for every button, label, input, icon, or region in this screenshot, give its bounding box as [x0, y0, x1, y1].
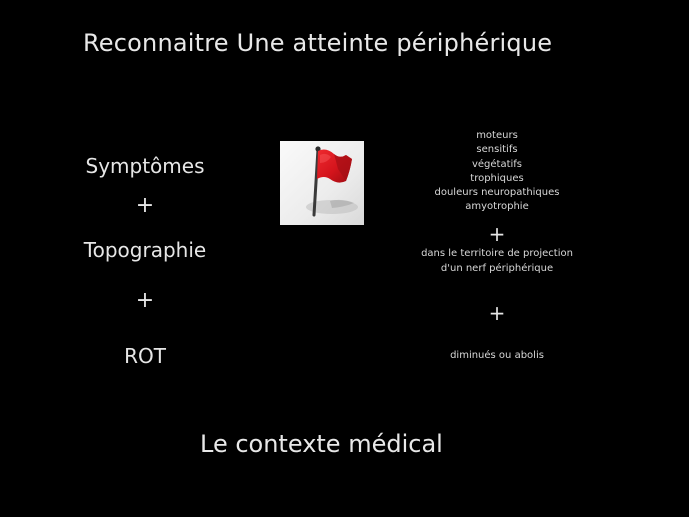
symptom-type-item: moteurs: [476, 130, 518, 141]
territory-line: dans le territoire de projection: [421, 248, 573, 259]
symptom-type-item: douleurs neuropathiques: [434, 187, 560, 199]
symptom-types-list: [435, 129, 560, 215]
symptoms-label: Symptômes: [85, 154, 205, 178]
medical-context-label: Le contexte médical: [200, 430, 443, 458]
rot-note: diminués ou abolis: [450, 350, 544, 361]
territory-text: [421, 247, 573, 276]
territory-line: d'un nerf périphérique: [440, 262, 554, 274]
plus-sign: +: [135, 288, 155, 313]
rot-label: ROT: [124, 344, 166, 368]
symptom-type-item: amyotrophie: [465, 201, 529, 213]
symptom-type-item: sensitifs: [476, 144, 518, 156]
topography-label: Topographie: [83, 238, 207, 262]
plus-sign: +: [488, 222, 506, 246]
plus-sign: +: [488, 301, 506, 325]
red-flag-icon: [280, 141, 364, 225]
slide-title: Reconnaitre Une atteinte périphérique: [83, 29, 553, 57]
symptom-type-item: trophiques: [470, 172, 524, 184]
plus-sign: +: [135, 193, 155, 218]
symptom-type-item: végétatifs: [471, 158, 523, 170]
